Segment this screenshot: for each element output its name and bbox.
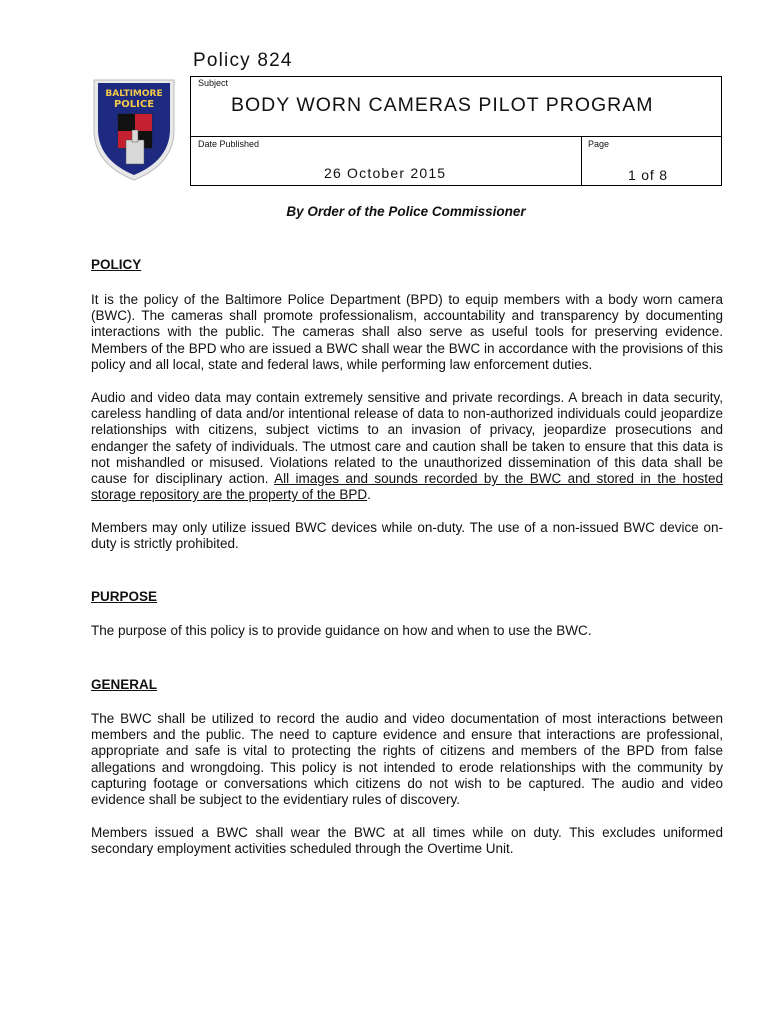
subject-title: BODY WORN CAMERAS PILOT PROGRAM (231, 94, 654, 116)
date-label: Date Published (198, 139, 260, 149)
policy-paragraph-2-underlined: All images and sounds recorded by the BWC and stored in the hosted storage repository are the property of the BPD (91, 471, 723, 503)
general-heading: GENERAL (91, 677, 158, 692)
policy-header-table (190, 76, 722, 186)
svg-text:POLICE: POLICE (113, 99, 155, 110)
policy-paragraph-2-end: . (367, 487, 371, 503)
subject-cell (191, 77, 721, 137)
baltimore-police-badge-icon (88, 72, 180, 184)
policy-heading: POLICY (91, 257, 142, 272)
policy-paragraph-2-text: Audio and video data may contain extremely sensitive and private recordings. A breach in data security, careless handling of data and/or intentional release of data to non-authorized individuals could jeopardize relationships with citizens, subject victims to an invasion of privacy, jeopardize prosecutions and endanger the safety of individuals. The utmost care and caution shall be taken to ensure that this data is not mishandled or misused. Violations related to the unauthorized dissemination of this data shall be cause for disciplinary action. (91, 390, 723, 487)
policy-number: Policy 824 (193, 50, 293, 71)
page-label: Page (588, 139, 610, 149)
general-paragraph-1: The BWC shall be utilized to record the audio and video documentation of most interactions between members and the public. The need to capture evidence and ensure that interactions are professional, appropriate and safe is vital to protecting the rights of citizens and members of the BPD from false allegations and wrongdoing. This policy is not intended to erode relationships with the community by capturing footage or conversations which citizens do not wish to be captured. The audio and video evidence shall be subject to the evidentiary rules of discovery. (91, 711, 723, 808)
date-page-row (191, 137, 721, 185)
policy-paragraph-3: Members may only utilize issued BWC devices while on-duty. The use of a non-issued BWC device on-duty is strictly prohibited. (91, 520, 723, 552)
page-cell (581, 137, 723, 185)
policy-paragraph-1: It is the policy of the Baltimore Police Department (BPD) to equip members with a body worn camera (BWC). The cameras shall promote professionalism, accountability and transparency by documenting interactions with the public. The cameras shall also serve as useful tools for preserving evidence. Members of the BPD who are issued a BWC shall wear the BWC in accordance with the provisions of this policy and all local, state and federal laws, while performing law enforcement duties. (91, 292, 723, 372)
purpose-paragraph: The purpose of this policy is to provide guidance on how and when to use the BWC. (91, 623, 592, 638)
order-line: By Order of the Police Commissioner (286, 204, 526, 219)
date-value: 26 October 2015 (324, 165, 447, 181)
subject-label: Subject (198, 78, 229, 88)
page-value: 1 of 8 (628, 167, 668, 183)
general-paragraph-2: Members issued a BWC shall wear the BWC at all times while on duty. This excludes uniformed secondary employment activities scheduled through the Overtime Unit. (91, 825, 723, 857)
svg-text:BALTIMORE: BALTIMORE (105, 89, 163, 99)
policy-paragraph-2 (91, 390, 723, 503)
purpose-heading: PURPOSE (91, 589, 158, 604)
